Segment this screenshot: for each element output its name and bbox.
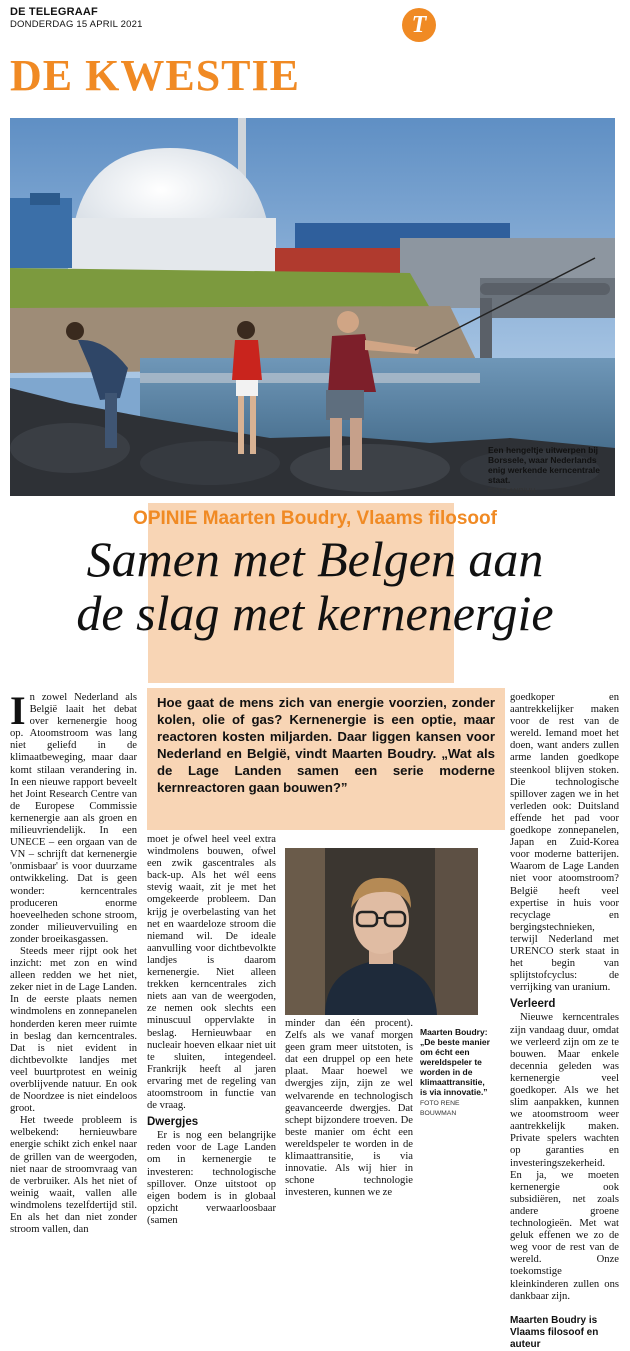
paragraph: minder dan één procent). Zelfs als we vanaf morgen geen gram meer uitstoten, is dat een druppel op een hete plaat. Maar hoewel we dwergjes zijn, zijn ze wel welvarende en technologisch geavanceerde dwergjes. Dat schept bijzondere troeven. De beste manier om écht een wereldspeler te worden in de klimaattransitie, is via innovatie. Als wij hier in schone technologie investeren, kunnen we ze xyxy=(285,1018,413,1199)
subheading-verleerd: Verleerd xyxy=(510,998,556,1011)
issue-date: DONDERDAG 15 APRIL 2021 xyxy=(10,19,143,30)
headline-line-1: Samen met Belgen aan xyxy=(86,531,544,587)
paragraph-text: n zowel Nederland als België laait het debat over kernenergie hoog op. Atoomstroom was lang niet geliefd in de klimaatbeweging, maar daar komt stilaan verandering in. In een nieuwe rapport beveelt het Joint Research Centre van de Europese Commissie kernenergie aan als groen en milieuvriendelijk. In een UNECE – een orgaan van de VN – schrijft dat kernenergie 'onmisbaar' is voor duurzame ontwikkeling. Dat is geen wonder: kerncentrales produceren enorme hoeveelheden schone stroom, zonder milieuvervuiling en zonder broeikasgassen. xyxy=(10,692,137,945)
newspaper-name: DE TELEGRAAF xyxy=(10,6,98,18)
kerncentrale-photo xyxy=(10,118,615,496)
article-intro: Hoe gaat de mens zich van energie voorzien, zonder kolen, olie of gas? Kernenergie is een optie, maar reactoren kosten miljarden. Daar liggen kansen voor Nederland en België, vindt Maarten Boudry. „Wat als de Lage Landen samen een serie moderne kernreactoren gaan bouwen?” xyxy=(147,688,505,830)
portrait-caption-text: Maarten Boudry: „De beste manier om écht een wereldspeler te worden in de klimaattransitie, is via innovatie.” xyxy=(420,1027,490,1097)
article-headline xyxy=(0,532,630,640)
drop-cap: I xyxy=(10,688,26,733)
article-column-4 xyxy=(510,692,619,1351)
paragraph: moet je ofwel heel veel extra windmolens bouwen, ofwel een zwik gascentrales als back-up. Als het wél eens stevig waait, zit je met het omgekeerde probleem. Dan krijg je overbelasting van het net en waardeloze stroom die niemand wil. De ideale aanvulling voor dichtbevolkte landjes is daarom kernenergie. Niet alleen trekken kerncentrales zich niets aan van de weergoden, ze nemen ook slechts een minuscuul oppervlakte in beslag. Hernieuwbaar en nucleair hoeven elkaar niet uit te sluiten, integendeel. Frankrijk heeft al jaren ervaring met de regeling van atoomstroom in functie van de vraag. xyxy=(147,834,276,1112)
portrait-caption xyxy=(420,1027,490,1119)
article-column-3 xyxy=(285,1018,413,1199)
author-byline: Maarten Boudry is Vlaams filosoof en auteur xyxy=(510,1314,599,1350)
paragraph: goedkoper en aantrekkelijker maken voor de rest van de wereld. Iemand moet het doen, want anders zullen arme landen goedkope steenkool blijven stoken. Die technologische spillover zagen we in het verleden ook: Duitsland effende het pad voor goedkope zonnepanelen, Japan en Zuid-Korea voor moderne batterijen. Waarom de Lage Landen niet voor atoomstroom? België heeft veel expertise in huis voor recyclage en bergingstechnieken, terwijl Nederland met URENCO sterk staat in het begin van splijtstofcyclus: de verrijking van uranium. xyxy=(510,692,619,994)
paragraph: Er is nog een belangrijke reden voor de Lage Landen om in kernenergie te investeren: technologische spillover. Onze uitstoot op eigen bodem is in globaal opzicht verwaarloosbaar (samen xyxy=(147,1130,276,1226)
article-column-2 xyxy=(147,834,276,1227)
paragraph: Het tweede probleem is welbekend: hernieuwbare energie schikt zich enkel naar de grillen van de weergoden, niet naar de stroomvraag van de verbruiker. Als het niet of weinig waait, vallen alle windmolens tezelfdertijd stil. En als het dan niet zonder stroom vallen, dan xyxy=(10,1115,137,1236)
paragraph xyxy=(10,688,137,946)
telegraaf-logo-icon: T xyxy=(402,8,436,42)
masthead xyxy=(10,6,620,106)
paragraph: Steeds meer rijpt ook het inzicht: met zon en wind alleen redden we het niet, zeker niet in de Lage Landen. In de eerste plaats nemen windmolens en zonnepanelen honderden keren meer ruimte in beslag dan kerncentrales. Dat is niet evident in dichtbevolkte landjes met veel buurtprotest en weinig overblijvende natuur. En ook de Noordzee is niet eindeloos groot. xyxy=(10,945,137,1115)
article-column-1 xyxy=(10,688,137,1236)
article-kicker: OPINIE Maarten Boudry, Vlaams filosoof xyxy=(133,508,497,529)
section-title: DE KWESTIE xyxy=(10,51,300,100)
subheading-dwergjes: Dwergjes xyxy=(147,1116,199,1129)
author-portrait xyxy=(285,848,478,1015)
headline-line-2: de slag met kernenergie xyxy=(76,585,554,641)
photo-caption-text: Een hengeltje uitwerpen bij Borssele, waar Nederlands enig werkende kerncentrale staat. xyxy=(488,445,600,485)
photo-credit: FOTO ANP/HH xyxy=(488,488,536,495)
paragraph: Nieuwe kerncentrales zijn vandaag duur, omdat we verleerd zijn om ze te bouwen. Maar enkele decennia geleden was kernenergie veel goedkoper. Als we het slim aanpakken, kunnen we atoomstroom weer aantrekkelijk maken. Private spelers wachten op garanties en investeringszekerheid. En ja, we moeten kernenergie ook subsidiëren, net zoals andere groene technologieën. Met wat geluk effenen we zo de weg voor de rest van de wereld. Onze toekomstige kleinkinderen zullen ons dankbaar zijn. xyxy=(510,1012,619,1302)
portrait-credit: FOTO RENE BOUWMAN xyxy=(420,1100,460,1117)
photo-caption xyxy=(488,445,612,497)
